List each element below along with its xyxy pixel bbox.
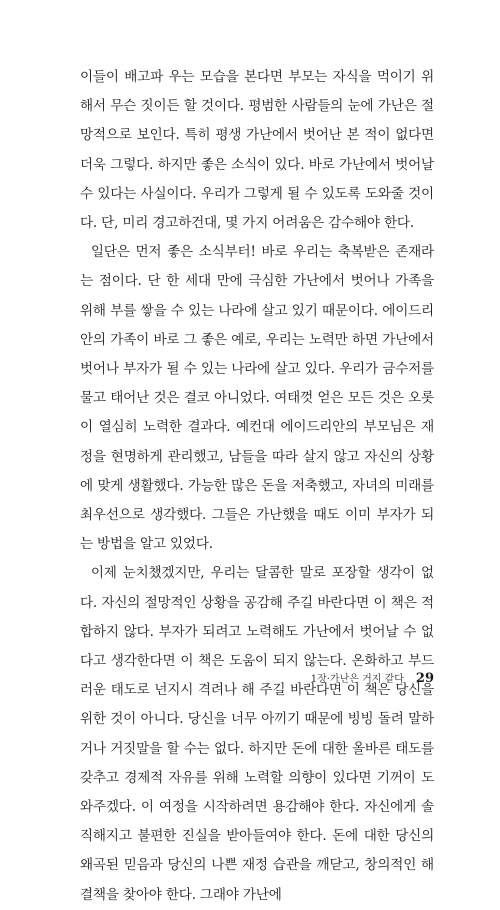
paragraph-2: 일단은 먼저 좋은 소식부터! 바로 우리는 축복받은 존재라는 점이다. 단 한 세대 만에 극심한 가난에서 벗어나 가족을 위해 부를 쌓을 수 있는 나라에 살고 있기 때문이다. 에이드리안의 가족이 바로 그 좋은 예로, 우리는 노력만 하면 가난에서 벗어나 부자가 될 수 있는 나라에 살고 있다. 우리가 금수저를 물고 태어난 것은 결코 아니었다. 여태껏 얻은 모든 것은 오롯이 열심히 노력한 결과다. 예컨대 에이드리안의 부모님은 재정을 현명하게 관리했고, 남들을 따라 살지 않고 자신의 상황에 맞게 생활했다. 가능한 많은 돈을 저축했고, 자녀의 미래를 최우선으로 생각했다. 그들은 가난했을 때도 이미 부자가 되는 방법을 알고 있었다. bbox=[80, 244, 434, 553]
page-number: 29 bbox=[415, 671, 434, 686]
paragraph-3: 이제 눈치챘겠지만, 우리는 달콤한 말로 포장할 생각이 없다. 자신의 절망적인 상황을 공감해 주길 바란다면 이 책은 적합하지 않다. 부자가 되려고 노력해도 가난에서 벗어날 수 없다고 생각한다면 이 책은 도움이 되지 않는다. 온화하고 부드러운 태도로 넌지시 격려나 해 주길 바란다면 이 책은 당신을 위한 것이 아니다. 당신을 너무 아끼기 때문에 빙빙 돌려 말하거나 거짓말을 할 수는 없다. 하지만 돈에 대한 올바른 태도를 갖추고 경제적 자유를 위해 노력할 의향이 있다면 기꺼이 도와주겠다. 이 여정을 시작하려면 용감해야 한다. 자신에게 솔직해지고 불편한 진실을 받아들여야 한다. 돈에 대한 당신의 왜곡된 믿음과 당신의 나쁜 재정 습관을 깨닫고, 창의적인 해결책을 찾아야 한다. 그래야 가난에 bbox=[80, 565, 434, 903]
running-head: 1장·가난은 거지 같다 bbox=[310, 674, 404, 685]
page-footer bbox=[311, 670, 434, 686]
body-text bbox=[80, 63, 434, 910]
paragraph-1: 이들이 배고파 우는 모습을 본다면 부모는 자식을 먹이기 위해서 무슨 짓이든 할 것이다. 평범한 사람들의 눈에 가난은 절망적으로 보인다. 특히 평생 가난에서 벗어난 본 적이 없다면 더욱 그렇다. 하지만 좋은 소식이 있다. 바로 가난에서 벗어날 수 있다는 사실이다. 우리가 그렇게 될 수 있도록 도와줄 것이다. 단, 미리 경고하건대, 몇 가지 어려움은 감수해야 한다. bbox=[80, 69, 434, 232]
